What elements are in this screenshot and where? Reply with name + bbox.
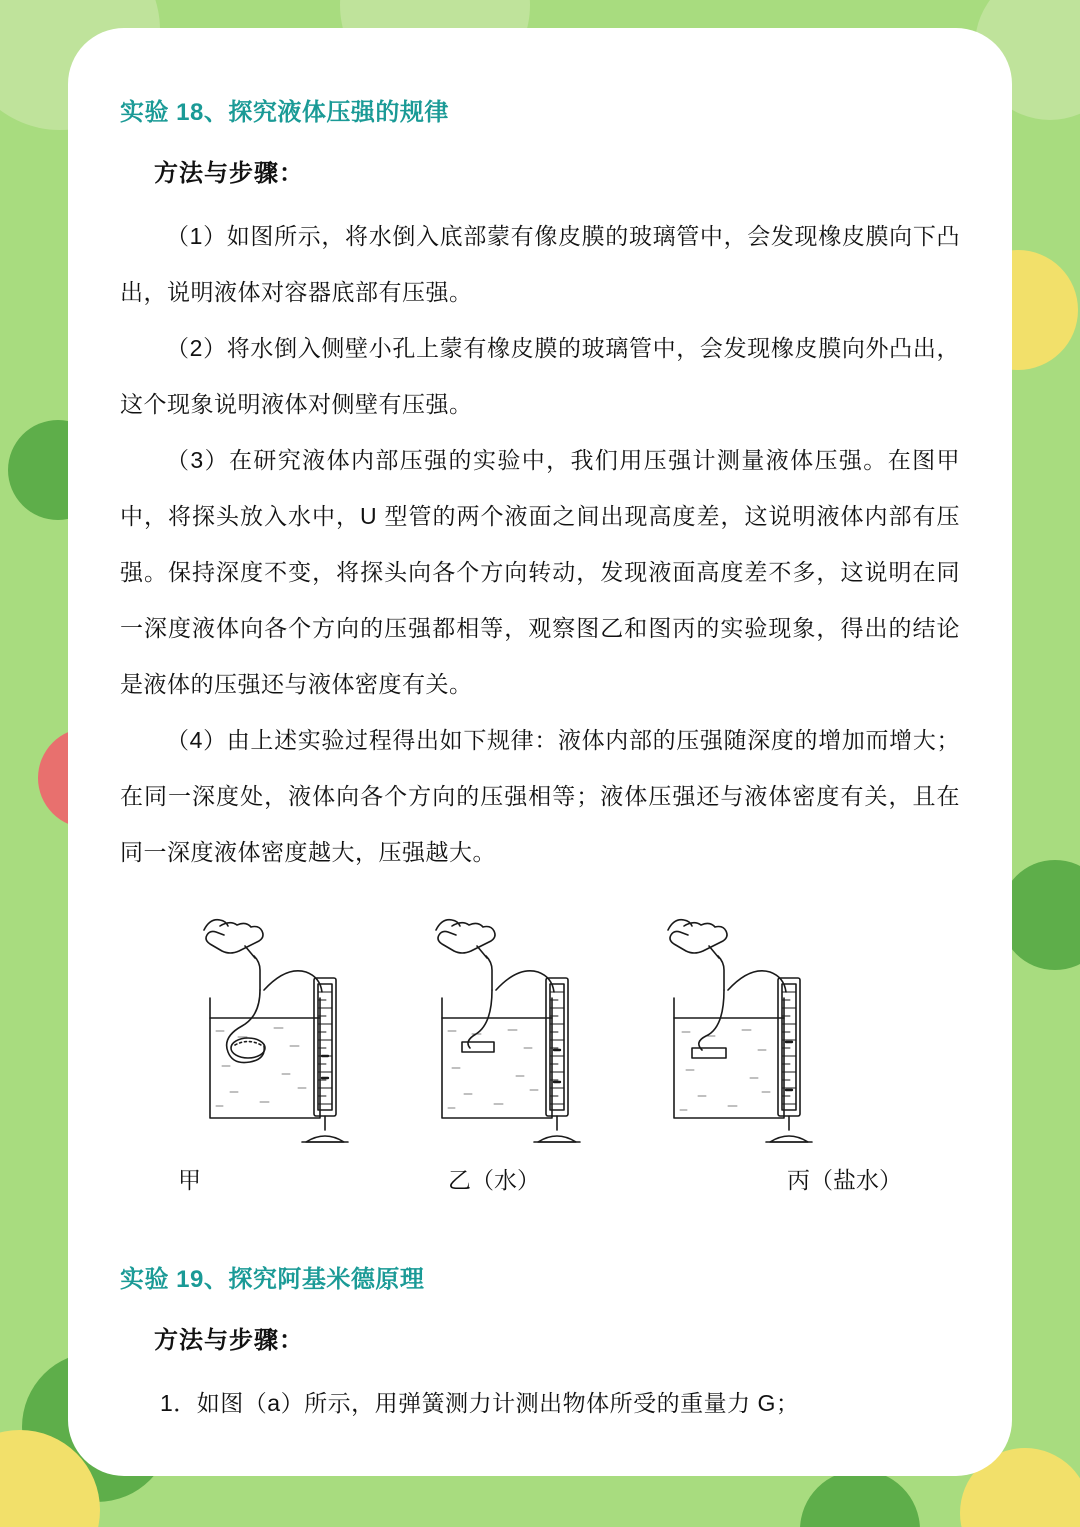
pressure-gauge-figure-svg (190, 906, 890, 1156)
experiment-18-step-2: （2）将水倒入侧壁小孔上蒙有橡皮膜的玻璃管中，会发现橡皮膜向外凸出，这个现象说明液体对侧壁有压强。 (120, 335, 960, 417)
figure-caption-jia: 甲 (178, 1167, 201, 1193)
decor-circle-green-right (1000, 860, 1080, 970)
experiment-19-step-1: 1．如图（a）所示，用弹簧测力计测出物体所受的重量力 G； (160, 1390, 800, 1416)
setup-jia (204, 920, 348, 1142)
figure-captions (130, 1162, 950, 1195)
figure-spacer (120, 1195, 960, 1251)
decor-circle-green-bottom-right (800, 1470, 920, 1527)
pressure-gauge-experiment-diagram (120, 906, 960, 1195)
experiment-18-title: 实验 18、探究液体压强的规律 (120, 99, 449, 126)
experiment-18-subtitle: 方法与步骤： (154, 160, 304, 187)
experiment-19-section (120, 1259, 960, 1431)
experiment-18-step-4: （4）由上述实验过程得出如下规律：液体内部的压强随深度的增加而增大；在同一深度处，液体向各个方向的压强相等；液体压强还与液体密度有关，且在同一深度液体密度越大，压强越大。 (120, 727, 960, 865)
figure-caption-bing: 丙（盐水） (787, 1167, 902, 1193)
setup-bing (668, 920, 812, 1142)
experiment-18-step-1: （1）如图所示，将水倒入底部蒙有像皮膜的玻璃管中，会发现橡皮膜向下凸出，说明液体对容器底部有压强。 (120, 223, 960, 305)
experiment-19-subtitle: 方法与步骤： (154, 1327, 304, 1354)
experiment-18-step-3: （3）在研究液体内部压强的实验中，我们用压强计测量液体压强。在图甲中，将探头放入水中，U 型管的两个液面之间出现高度差，这说明液体内部有压强。保持深度不变，将探头向各个方向转动，发现液面高度差不多，这说明在同一深度液体向各个方向的压强都相等，观察图乙和图丙的实验现象，得出的结论是液体的压强还与液体密度有关。 (120, 447, 960, 697)
setup-yi (436, 920, 580, 1142)
experiment-19-title: 实验 19、探究阿基米德原理 (120, 1266, 425, 1293)
figure-caption-yi: 乙（水） (448, 1167, 540, 1193)
document-page (68, 28, 1012, 1476)
